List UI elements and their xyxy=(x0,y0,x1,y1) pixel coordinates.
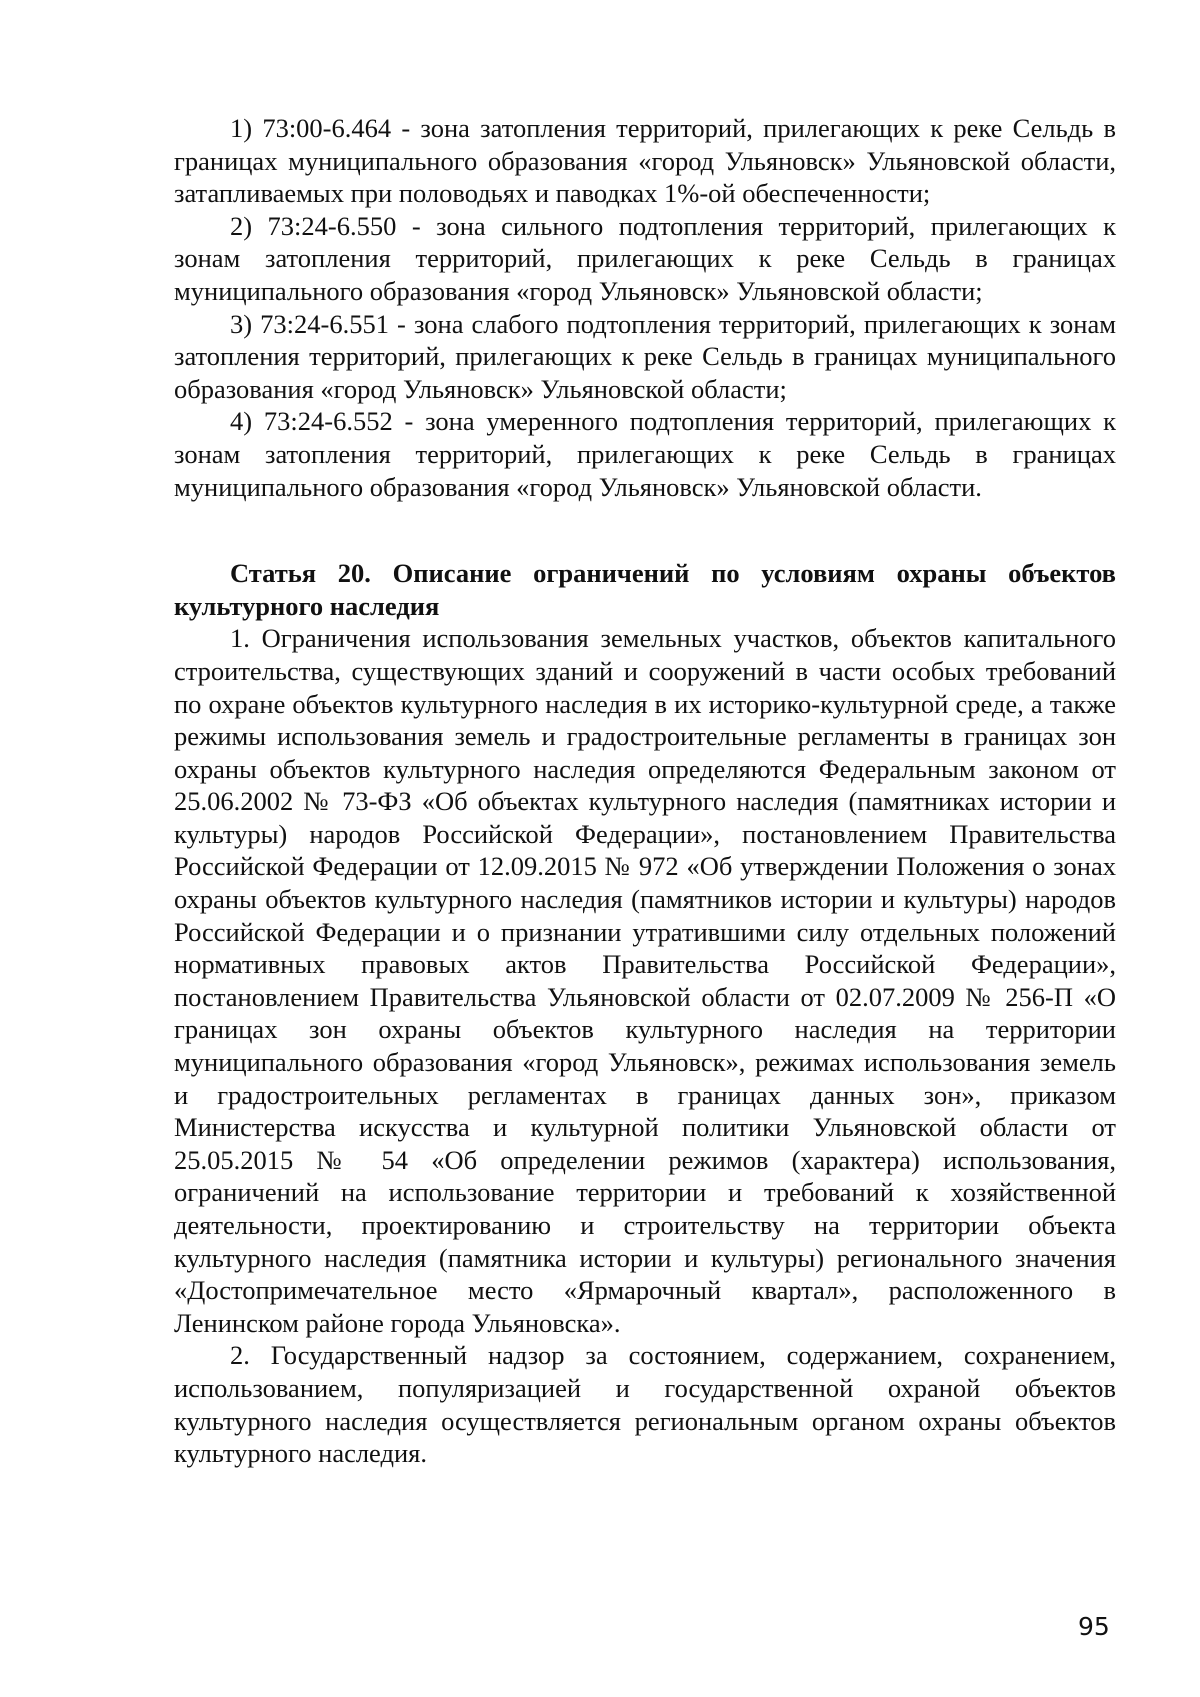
article-paragraph-1: 1. Ограничения использования земельных участков, объектов капитального строительства, существующих зданий и сооружений в части особых требований по охране объектов культурного наследия в их историко-культурной среде, а также режимы использования земель и градостроительные регламенты в границах зон охраны объектов культурного наследия определяются Федеральным законом от 25.06.2002 № 73-ФЗ «Об объектах культурного наследия (памятниках истории и культуры) народов Российской Федерации», постановлением Правительства Российской Федерации от 12.09.2015 № 972 «Об утверждении Положения о зонах охраны объектов культурного наследия (памятников истории и культуры) народов Российской Федерации и о признании утратившими силу отдельных положений нормативных правовых актов Правительства Российской Федерации», постановлением Правительства Ульяновской области от 02.07.2009 № 256-П «О границах зон охраны объектов культурного наследия на территории муниципального образования «город Ульяновск», режимах использования земель и градостроительных регламентах в границах данных зон», приказом Министерства искусства и культурной политики Ульяновской области от 25.05.2015 № 54 «Об определении режимов (характера) использования, ограничений на использование территории и требований к хозяйственной деятельности, проектированию и строительству на территории объекта культурного наследия (памятника истории и культуры) регионального значения «Достопримечательное место «Ярмарочный квартал», расположенного в Ленинском районе города Ульяновска». xyxy=(174,623,1116,1338)
list-item-1: 1) 73:00-6.464 - зона затопления территорий, прилегающих к реке Сельдь в границах муниципального образования «город Ульяновск» Ульяновской области, затапливаемых при половодьях и паводках 1%-ой обеспеченности; xyxy=(174,113,1116,209)
document-page xyxy=(174,112,1116,1470)
list-item-4: 4) 73:24-6.552 - зона умеренного подтопления территорий, прилегающих к зонам затопления территорий, прилегающих к реке Сельдь в границах муниципального образования «город Ульяновск» Ульяновской области. xyxy=(174,406,1116,502)
article-heading: Статья 20. Описание ограничений по условиям охраны объектов культурного наследия xyxy=(174,558,1116,621)
list-item-3: 3) 73:24-6.551 - зона слабого подтопления территорий, прилегающих к зонам затопления территорий, прилегающих к реке Сельдь в границах муниципального образования «город Ульяновск» Ульяновской области; xyxy=(174,308,1116,404)
section-spacer xyxy=(174,503,1116,557)
article-paragraph-2: 2. Государственный надзор за состоянием, содержанием, сохранением, использованием, популяризацией и государственной охраной объектов культурного наследия осуществляется региональным органом охраны объектов культурного наследия. xyxy=(174,1340,1116,1469)
page-number: 95 xyxy=(1078,1612,1110,1641)
list-item-2: 2) 73:24-6.550 - зона сильного подтопления территорий, прилегающих к зонам затопления территорий, прилегающих к реке Сельдь в границах муниципального образования «город Ульяновск» Ульяновской области; xyxy=(174,210,1116,306)
